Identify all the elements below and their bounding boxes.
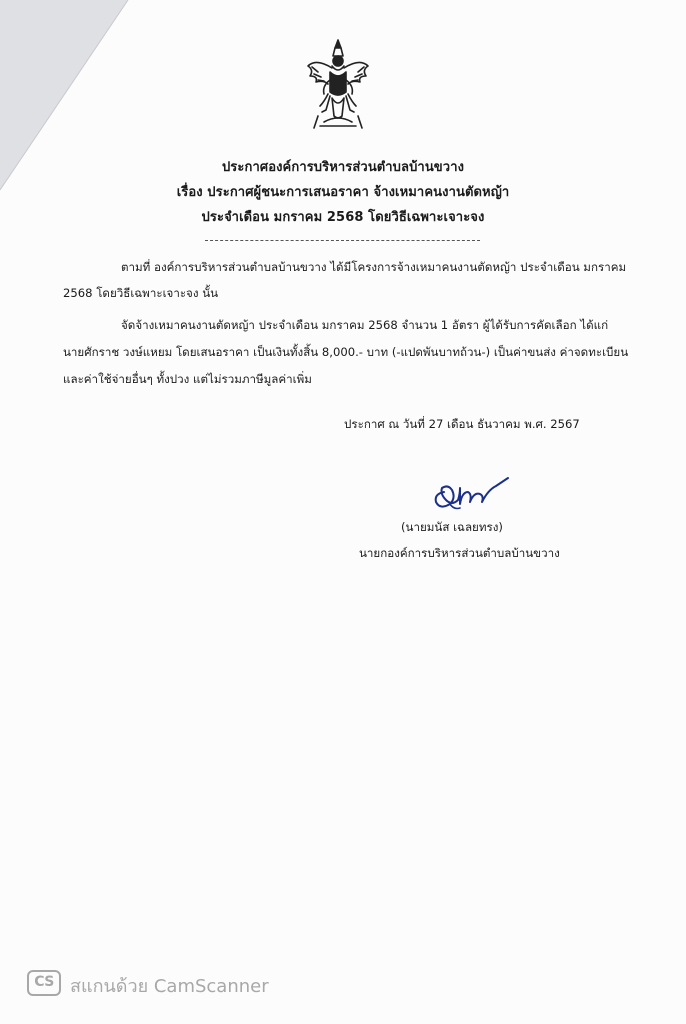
camscanner-watermark-text: สแกนด้วย CamScanner <box>70 976 269 997</box>
paragraph-2-line-1: จัดจ้างเหมาคนงานตัดหญ้า ประจำเดือน มกราคม 2568 จำนวน 1 อัตรา ผู้ได้รับการคัดเลือก ได้แก่ <box>121 318 609 332</box>
paragraph-1-line-1: ตามที่ องค์การบริหารส่วนตำบลบ้านขวาง ได้มีโครงการจ้างเหมาคนงานตัดหญ้า ประจำเดือน มกราคม <box>121 260 627 274</box>
paragraph-2-line-3: และค่าใช้จ่ายอื่นๆ ทั้งปวง แต่ไม่รวมภาษีมูลค่าเพิ่ม <box>63 372 312 386</box>
garuda-emblem-icon <box>302 36 374 132</box>
announcement-date: ประกาศ ณ วันที่ 27 เดือน ธันวาคม พ.ศ. 2567 <box>344 417 580 431</box>
signatory-name: (นายมนัส เฉลยทรง) <box>401 520 503 534</box>
handwritten-signature <box>430 470 512 514</box>
header-divider <box>205 240 480 241</box>
paragraph-2-line-2: นายศักราช วงษ์แหยม โดยเสนอราคา เป็นเงินทั้งสิ้น 8,000.- บาท (-แปดพันบาทถ้วน-) เป็นค่าขนส่ง ค่าจดทะเบียน <box>63 345 629 359</box>
signatory-title: นายกองค์การบริหารส่วนตำบลบ้านขวาง <box>359 546 560 560</box>
announcement-title: ประกาศองค์การบริหารส่วนตำบลบ้านขวาง <box>221 160 465 175</box>
paragraph-1-line-2: 2568 โดยวิธีเฉพาะเจาะจง นั้น <box>63 286 219 300</box>
announcement-subject: เรื่อง ประกาศผู้ชนะการเสนอราคา จ้างเหมาคนงานตัดหญ้า <box>176 185 510 200</box>
camscanner-logo-icon: CS <box>27 970 61 996</box>
announcement-period: ประจำเดือน มกราคม 2568 โดยวิธีเฉพาะเจาะจง <box>201 210 485 225</box>
